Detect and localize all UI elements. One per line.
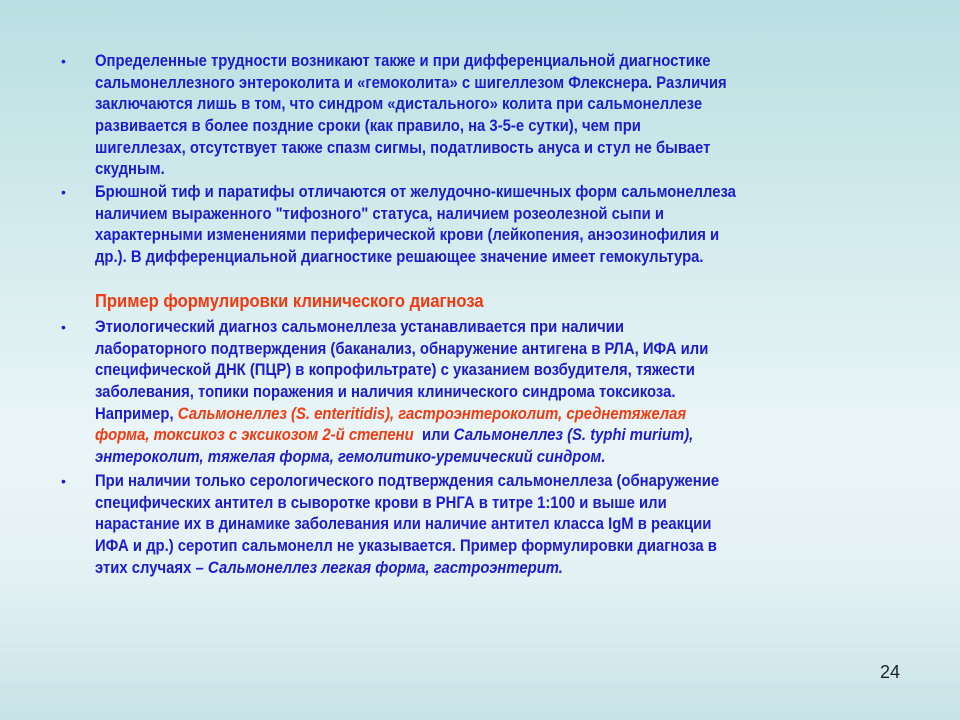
text-plain: этих случаях – [95,558,208,577]
bullet-1 [61,51,955,181]
text-line: ИФА и др.) серотип сальмонелл не указывается. Пример формулировки диагноза в [95,537,717,556]
text-line: шигеллезах, отсутствует также спазм сигмы, податливость ануса и стул не бывает [95,138,711,157]
section-heading: Пример формулировки клинического диагноза [95,291,484,311]
text-line: сальмонеллезного энтероколита и «гемоколита» с шигеллезом Флекснера. Различия [95,73,727,92]
text-line: др.). В дифференциальной диагностике решающее значение имеет гемокультура. [95,248,704,267]
text-line: Брюшной тиф и паратифы отличаются от желудочно-кишечных форм сальмонеллеза [95,183,736,201]
text-line: заключаются лишь в том, что синдром «дистального» колита при сальмонеллезе [95,95,703,114]
text-line: специфической ДНК (ПЦР) в копрофильтрате) с указанием возбудителя, тяжести [95,361,695,380]
text-line: наличием выраженного "тифозного" статуса, наличием розеолезной сыпи и [95,204,664,223]
text-line: специфических антител в сыворотке крови в РНГА в титре 1:100 и выше или [95,493,667,512]
text-plain: Например, [95,404,178,423]
text-line [95,425,869,447]
text-plain: или [413,426,454,445]
example-diagnosis-2: Сальмонеллез (S. typhi murium), [453,426,694,445]
bullet-2 [61,182,955,269]
text-line: Этиологический диагноз сальмонеллеза устанавливается при наличии [95,318,625,336]
bullet-icon: • [61,184,66,200]
text-line: При наличии только серологического подтверждения сальмонеллеза (обнаружение [95,472,720,490]
text-line: развивается в более поздние сроки (как правило, на 3-5-е сутки), чем при [95,117,641,136]
page-number: 24 [880,662,901,682]
bullet-icon: • [61,319,66,335]
text-line [95,558,869,580]
text-line: характерными изменениями периферической крови (лейкопения, анэозинофилия и [95,226,720,245]
bullet-3 [61,317,955,469]
bullet-icon: • [61,53,66,69]
text-line: нарастание их в динамике заболевания или наличие антител класса IgM в реакции [95,515,712,534]
bullet-icon: • [61,473,66,489]
example-diagnosis-3: Сальмонеллез легкая форма, гастроэнтерит. [207,558,563,577]
text-line [95,404,869,426]
example-diagnosis-1-cont: форма, токсикоз с эксикозом 2-й степени [95,426,414,445]
text-line: заболевания, топики поражения и наличия клинического синдрома токсикоза. [95,383,676,402]
example-diagnosis-1: Сальмонеллез (S. enteritidis), гастроэнтероколит, среднетяжелая [177,404,687,423]
text-line: скудным. [95,160,165,179]
bullet-4 [61,471,955,579]
text-line: лабораторного подтверждения (баканализ, обнаружение антигена в РЛА, ИФА или [95,339,709,358]
example-diagnosis-2-cont: энтероколит, тяжелая форма, гемолитико-уремический синдром. [95,448,606,467]
text-line: Определенные трудности возникают также и при дифференциальной диагностике [95,52,711,70]
